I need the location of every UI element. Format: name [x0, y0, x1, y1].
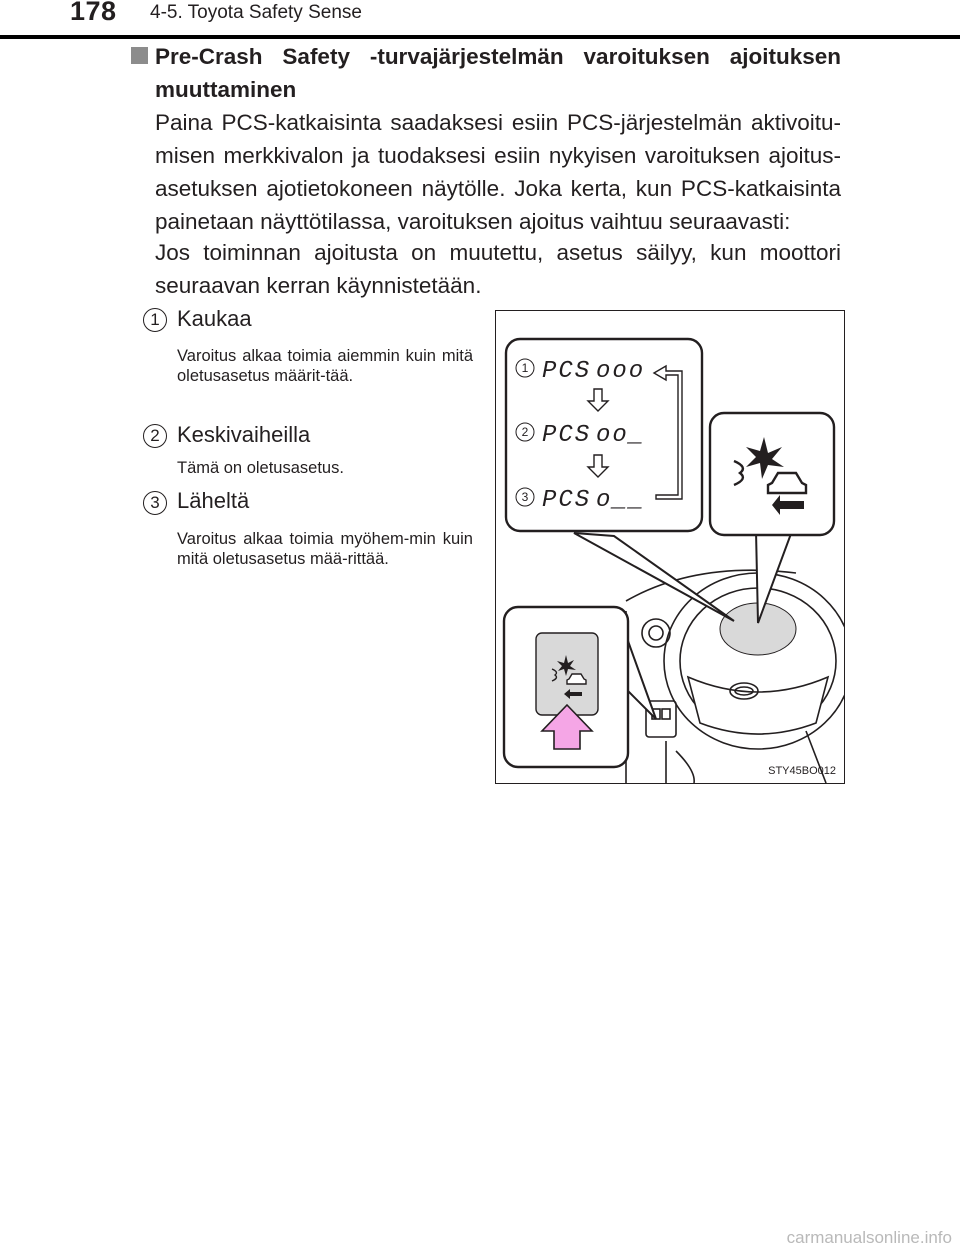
item-description-2: Tämä on oletusasetus.: [177, 459, 344, 477]
item-title-2: Keskivaiheilla: [177, 422, 311, 447]
item-title-1: Kaukaa: [177, 306, 252, 331]
header-rule: [0, 35, 960, 39]
heading-bullet-icon: [131, 47, 148, 64]
warning-icon-panel: [710, 413, 834, 535]
subsection-heading: Pre-Crash Safety -turvajärjestelmän varoituksen ajoituksen muuttaminen: [155, 44, 841, 102]
display-indicator-2: oo_: [596, 422, 646, 449]
display-text-1: PCS: [542, 358, 592, 385]
display-number-1: 1: [521, 361, 529, 375]
item-number-3: 3: [143, 491, 167, 515]
page-number: 178: [70, 0, 117, 26]
display-text-2: PCS: [542, 422, 592, 449]
item-title-3: Läheltä: [177, 488, 250, 513]
item-number-2: 2: [143, 424, 167, 448]
item-description-3: Varoitus alkaa toimia myöhem-min kuin mitä oletusasetus mää-rittää.: [177, 530, 473, 568]
pcs-illustration: [495, 310, 845, 784]
display-indicator-3: o__: [596, 487, 646, 514]
display-indicator-1: ooo: [596, 358, 646, 385]
display-number-2: 2: [521, 425, 529, 439]
display-text-3: PCS: [542, 487, 592, 514]
pcs-switch-button: [536, 633, 598, 715]
display-number-3: 3: [521, 490, 529, 504]
item-description-1: Varoitus alkaa toimia aiemmin kuin mitä oletusasetus määrit-tää.: [177, 347, 473, 385]
paragraph-instructions: Paina PCS-katkaisinta saadaksesi esiin PCS-järjestelmän aktivoitu-misen merkkivalon ja tuodaksesi esiin nykyisen varoituksen ajoitus-asetuksen ajotietokoneen näytölle. Joka kerta, kun PCS-katkaisinta painetaan näyttötilassa, varoituksen ajoitus vaihtuu seuraavasti:: [155, 110, 841, 234]
steering-wheel-drawing: [626, 570, 844, 783]
watermark: carmanualsonline.info: [786, 1228, 952, 1247]
section-title: 4-5. Toyota Safety Sense: [150, 2, 362, 23]
item-number-1: 1: [143, 308, 167, 332]
paragraph-persistence: Jos toiminnan ajoitusta on muutettu, asetus säilyy, kun moottori seuraavan kerran käynnistetään.: [155, 240, 841, 298]
figure-code: STY45BO012: [768, 765, 836, 777]
